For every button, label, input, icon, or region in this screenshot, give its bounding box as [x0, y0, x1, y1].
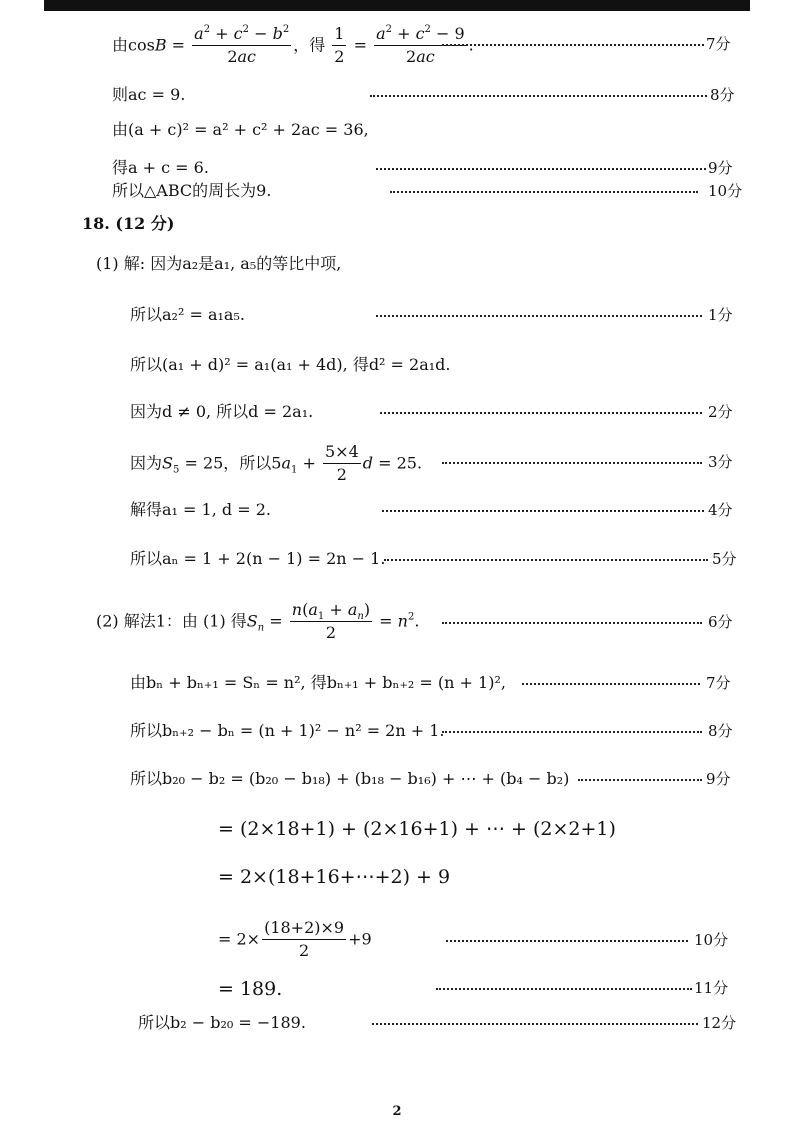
solution-text: 所以(a₁ + d)² = a₁(a₁ + 4d), 得d² = 2a₁d.	[130, 355, 451, 374]
score-marker: 1分	[708, 306, 733, 324]
sum-fraction-line: = 2× $\frac{(18+2)\times 9}{2}$ +9	[218, 918, 372, 960]
score-marker: 4分	[708, 501, 733, 519]
solution-text: 则ac = 9.	[112, 85, 186, 104]
solution-text: 得a + c = 6.	[112, 158, 209, 177]
solution-text: 所以b₂₀ − b₂ = (b₂₀ − b₁₈) + (b₁₈ − b₁₆) + ⋯ + (b₄ − b₂)	[130, 769, 570, 788]
page-top-bar	[44, 0, 750, 11]
score-marker: 8分	[708, 722, 733, 740]
score-marker: 9分	[706, 770, 731, 788]
score-marker: 2分	[708, 403, 733, 421]
score-marker: 6分	[708, 613, 733, 631]
solution-text: 所以bₙ₊₂ − bₙ = (n + 1)² − n² = 2n + 1.	[130, 721, 445, 740]
score-marker: 9分	[708, 159, 733, 177]
solution-text: 所以a₂² = a₁a₅.	[130, 305, 245, 324]
score-marker: 3分	[708, 453, 733, 471]
score-marker: 8分	[710, 86, 735, 104]
solution-text: 解得a₁ = 1, d = 2.	[130, 500, 271, 519]
page-number: 2	[392, 1104, 402, 1119]
solution-text: 所以△ABC的周长为9.	[112, 181, 272, 200]
solution-text: 因为d ≠ 0, 所以d = 2a₁.	[130, 402, 314, 421]
score-marker: 10分	[694, 931, 729, 949]
solution-text: 由bₙ + bₙ₊₁ = Sₙ = n², 得bₙ₊₁ + bₙ₊₂ = (n + 1)²,	[130, 673, 506, 692]
question-number: 18. (12 分)	[82, 214, 175, 233]
solution-text: 由(a + c)² = a² + c² + 2ac = 36,	[112, 120, 369, 139]
solution-text: (1) 解: 因为a₂是a₁, a₅的等比中项,	[96, 254, 342, 273]
score-marker: 12分	[702, 1014, 737, 1032]
solution-text: 所以aₙ = 1 + 2(n − 1) = 2n − 1.	[130, 549, 386, 568]
score-marker: 10分	[708, 182, 743, 200]
solution-text: = 2×(18+16+⋯+2) + 9	[218, 866, 451, 888]
s5-equation: 因为$S_5 = 25$，所以$5a_1$ + $\frac{5\times 4}{2}$ d = 25.	[130, 442, 423, 484]
score-marker: 7分	[706, 35, 731, 53]
score-marker: 11分	[694, 979, 729, 997]
score-marker: 7分	[706, 674, 731, 692]
score-marker: 5分	[712, 550, 737, 568]
solution-text: = 189.	[218, 978, 283, 1000]
part2-method1: (2) 解法1：由 (1) 得$S_n$ = $\frac{n(a_1 + a_n)}{2}$ = $n^2$.	[96, 600, 420, 642]
solution-text: = (2×18+1) + (2×16+1) + ⋯ + (2×2+1)	[218, 818, 616, 840]
cos-b-equation: 由cosB = $\frac{a^2 + c^2 - b^2}{2ac}$ ，得 $\frac{1}{2}$ = $\frac{a^2 + c^2 - 9}{2ac}$ .	[112, 24, 474, 66]
solution-text: 所以b₂ − b₂₀ = −189.	[138, 1013, 306, 1032]
